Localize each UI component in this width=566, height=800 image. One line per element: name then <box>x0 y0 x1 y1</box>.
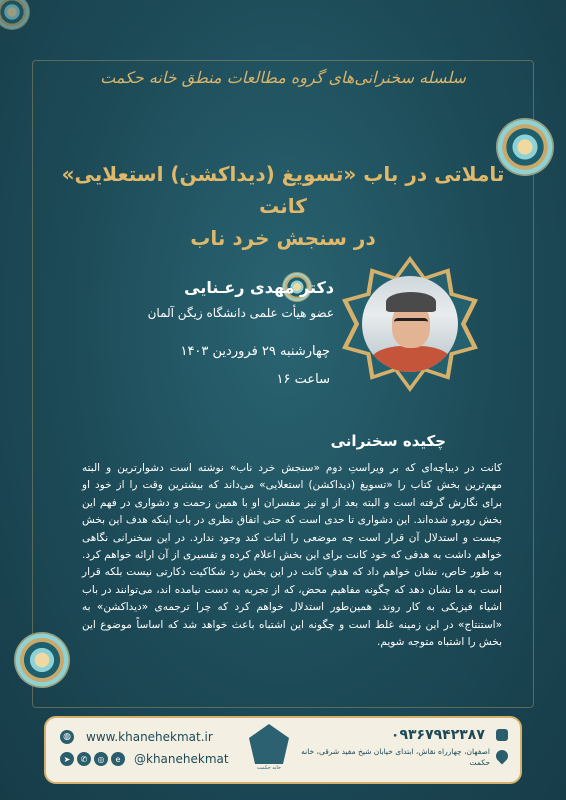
event-date: چهارشنبه ۲۹ فروردین ۱۴۰۳ <box>180 344 330 359</box>
phone-icon <box>496 729 508 741</box>
whatsapp-icon[interactable]: ✆ <box>77 752 91 766</box>
footer-contacts <box>60 726 229 770</box>
lecture-title-line-2: در سنجش خرد ناب <box>190 226 376 250</box>
corner-ornament-icon <box>0 0 30 30</box>
globe-icon: ◍ <box>60 730 74 744</box>
lecture-title <box>40 158 526 254</box>
event-time: ساعت ۱۶ <box>276 372 330 387</box>
social-handle[interactable]: @khanehekmat <box>134 752 229 766</box>
speaker-portrait <box>342 256 478 392</box>
logo-icon <box>249 724 289 764</box>
lecture-title-line-1: تاملاتی در باب «تسویغ (دیداکشن) استعلایی» کانت <box>61 162 505 218</box>
footer-bar <box>44 716 522 784</box>
telegram-icon[interactable]: ➤ <box>60 752 74 766</box>
rosette-ornament-icon <box>14 632 70 688</box>
phone-number[interactable]: ۰۹۳۶۷۹۴۲۳۸۷ <box>390 727 485 743</box>
address: اصفهان، چهارراه نقاش، ابتدای خیابان شیخ مفید شرقی، خانه حکمت <box>301 747 490 767</box>
logo-caption: خانه حکمت <box>257 765 281 771</box>
speaker-photo <box>362 276 458 372</box>
website-link[interactable]: www.khanehekmat.ir <box>86 730 213 744</box>
footer-address-block <box>288 724 508 768</box>
instagram-icon[interactable]: ◎ <box>94 752 108 766</box>
speaker-name: دکتر مهدی رعـنایی <box>184 278 334 297</box>
abstract-heading: چکیده سخنرانی <box>330 432 446 450</box>
speaker-role: عضو هیأت علمی دانشگاه زیگن آلمان <box>147 306 334 320</box>
khanehekmat-logo <box>244 724 294 774</box>
eitaa-icon[interactable]: e <box>111 752 125 766</box>
abstract-body: کانت در دیباچه‌ای که بر ویراستِ دوم «سنجش خرد ناب» نوشته است دشوارترین و البته مهم‌ترین بخش کتاب را «تسویغ (دیداکشن) استعلایی» می‌داند که بیشترین وقت را از خود او برای نگارش گرفته است و البته بعد از او نیز مفسران او با همین زحمت و دشواری در فهم این بخش روبرو شده‌اند. این دشواری تا حدی است که حتی اتفاق نظری در باب اینکه هدف این بخش چیست و استدلال آن قرار است چه موضعی را اثبات کند وجود ندارد. در این سخنرانی نگاهی خواهم داشت به هدفی که خود کانت برای این بخش اعلام کرده و تفسیری از آن ارائه خواهم کرد. به طور خاص، نشان خواهم داد که هدفِ کانت در این بخش رد شکاکیت دکارتی نیست بلکه قرار است به ما نشان دهد که چگونه مفاهیم محض، که از تجربه به دست نیامده اند، می‌توانند در باب اشیاء فیزیکی به کار روند. همین‌طور استدلال خواهم کرد که چرا ترجمه‌ی «دیداکشن» به «استنتاج» در این زمینه غلط است و چگونه این اشتباه باعث خواهد شد که اساساً موضوع این بخش را اشتباه متوجه شویم. <box>82 462 502 649</box>
series-title: سلسله سخنرانی‌های گروه مطالعات منطق خانه حکمت <box>100 68 466 87</box>
